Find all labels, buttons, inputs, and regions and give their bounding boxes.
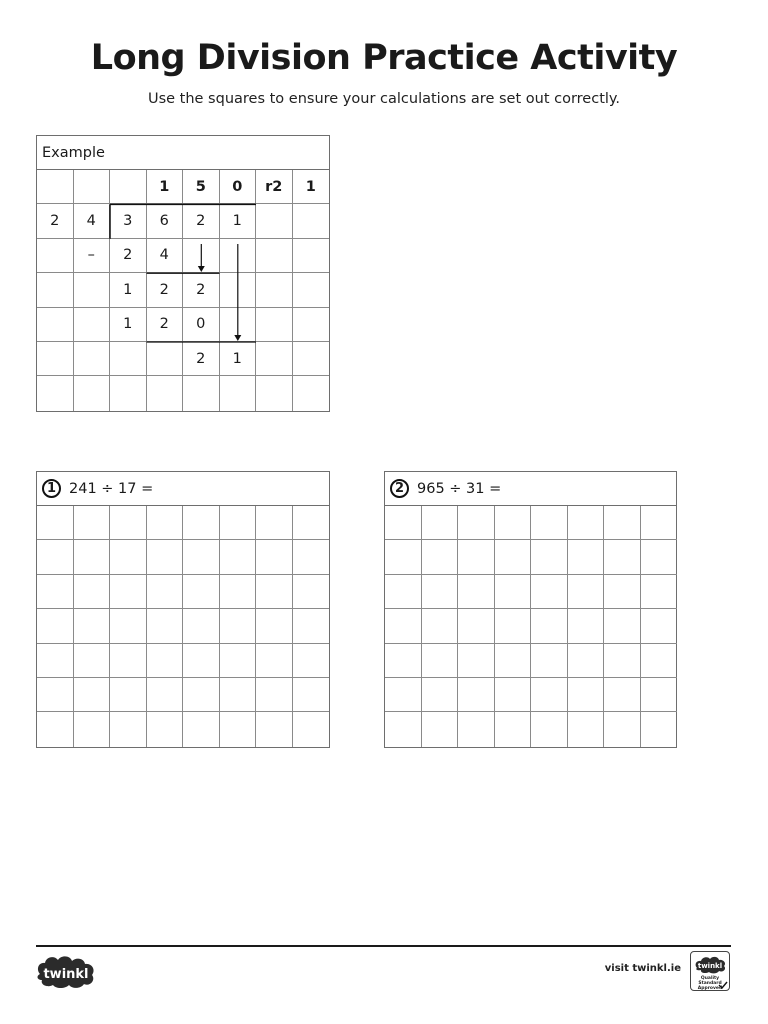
- answer-cell[interactable]: [183, 609, 220, 643]
- answer-cell[interactable]: [495, 712, 532, 746]
- answer-cell[interactable]: [422, 609, 459, 643]
- example-cell: 0: [220, 170, 257, 204]
- answer-cell[interactable]: [183, 678, 220, 712]
- answer-cell[interactable]: [385, 506, 422, 540]
- answer-cell[interactable]: [531, 506, 568, 540]
- answer-cell[interactable]: [293, 506, 330, 540]
- example-label: Example: [42, 144, 105, 161]
- answer-cell[interactable]: [422, 506, 459, 540]
- answer-cell[interactable]: [422, 712, 459, 746]
- answer-cell[interactable]: [74, 540, 111, 574]
- answer-cell[interactable]: [147, 506, 184, 540]
- example-grid: [36, 135, 330, 412]
- answer-cell[interactable]: [531, 678, 568, 712]
- answer-cell[interactable]: [74, 678, 111, 712]
- visit-link[interactable]: visit twinkl.ie: [604, 963, 681, 974]
- example-cell: 1: [220, 342, 257, 376]
- answer-cell[interactable]: [568, 609, 605, 643]
- answer-cell[interactable]: [147, 575, 184, 609]
- badge-cloud-icon: [691, 954, 729, 976]
- answer-cell[interactable]: [147, 609, 184, 643]
- problem-number-badge: 1: [42, 479, 61, 498]
- answer-cell[interactable]: [183, 506, 220, 540]
- example-cell: –: [74, 239, 111, 273]
- answer-cell[interactable]: [568, 506, 605, 540]
- answer-cell[interactable]: [110, 540, 147, 574]
- answer-cell[interactable]: [37, 609, 74, 643]
- answer-cell[interactable]: [385, 644, 422, 678]
- answer-cell[interactable]: [604, 506, 641, 540]
- answer-cell[interactable]: [256, 712, 293, 746]
- problem-2-grid: [384, 471, 677, 748]
- answer-cell[interactable]: [74, 506, 111, 540]
- answer-cell[interactable]: [641, 540, 678, 574]
- problem-2-header: [385, 472, 676, 506]
- answer-cell[interactable]: [147, 678, 184, 712]
- answer-cell[interactable]: [74, 609, 111, 643]
- answer-cell[interactable]: [495, 678, 532, 712]
- answer-cell[interactable]: [531, 712, 568, 746]
- answer-cell[interactable]: [495, 540, 532, 574]
- answer-cell[interactable]: [641, 575, 678, 609]
- answer-cell[interactable]: [604, 712, 641, 746]
- answer-cell[interactable]: [293, 540, 330, 574]
- answer-cell[interactable]: [183, 575, 220, 609]
- problem-2-expression: 965 ÷ 31 =: [417, 480, 502, 497]
- answer-cell[interactable]: [110, 712, 147, 746]
- problem-1-expression: 241 ÷ 17 =: [69, 480, 154, 497]
- answer-cell[interactable]: [604, 609, 641, 643]
- quality-standard-badge: [690, 951, 730, 991]
- answer-cell[interactable]: [422, 540, 459, 574]
- example-cell: 6: [147, 204, 184, 238]
- answer-cell[interactable]: [495, 644, 532, 678]
- answer-cell[interactable]: [568, 575, 605, 609]
- answer-cell[interactable]: [458, 506, 495, 540]
- example-cell: 2: [183, 273, 220, 307]
- answer-cell[interactable]: [604, 644, 641, 678]
- answer-cell[interactable]: [37, 644, 74, 678]
- answer-cell[interactable]: [422, 678, 459, 712]
- answer-cell[interactable]: [220, 644, 257, 678]
- answer-cell[interactable]: [110, 575, 147, 609]
- answer-cell[interactable]: [385, 712, 422, 746]
- example-cell: 2: [147, 308, 184, 342]
- answer-cell[interactable]: [110, 678, 147, 712]
- answer-cell[interactable]: [74, 644, 111, 678]
- answer-cell[interactable]: [293, 575, 330, 609]
- answer-cell[interactable]: [220, 540, 257, 574]
- example-cell: 2: [37, 204, 74, 238]
- example-cell: 1: [220, 204, 257, 238]
- answer-cell[interactable]: [568, 678, 605, 712]
- answer-cell[interactable]: [458, 609, 495, 643]
- answer-cell[interactable]: [604, 575, 641, 609]
- answer-cell[interactable]: [256, 540, 293, 574]
- problem-1-grid: [36, 471, 330, 748]
- answer-cell[interactable]: [183, 644, 220, 678]
- answer-cell[interactable]: [531, 644, 568, 678]
- page-title: Long Division Practice Activity: [90, 38, 678, 78]
- answer-cell[interactable]: [37, 506, 74, 540]
- answer-cell[interactable]: [385, 540, 422, 574]
- answer-cell[interactable]: [220, 609, 257, 643]
- example-cell: 2: [110, 239, 147, 273]
- answer-cell[interactable]: [256, 506, 293, 540]
- answer-cell[interactable]: [422, 644, 459, 678]
- bring-down-arrow-2: [234, 244, 241, 341]
- answer-cell[interactable]: [568, 644, 605, 678]
- twinkl-logo: [34, 952, 98, 992]
- answer-cell[interactable]: [641, 678, 678, 712]
- answer-cell[interactable]: [293, 644, 330, 678]
- example-cell: 2: [147, 273, 184, 307]
- answer-cell[interactable]: [74, 712, 111, 746]
- answer-cell[interactable]: [531, 575, 568, 609]
- example-cell: 4: [74, 204, 111, 238]
- problem-number-badge: 2: [390, 479, 409, 498]
- answer-cell[interactable]: [183, 540, 220, 574]
- example-cell: r2: [256, 170, 293, 204]
- answer-cell[interactable]: [220, 712, 257, 746]
- answer-cell[interactable]: [422, 575, 459, 609]
- answer-cell[interactable]: [37, 678, 74, 712]
- example-cell: 0: [183, 308, 220, 342]
- answer-cell[interactable]: [458, 712, 495, 746]
- example-cell: 1: [110, 308, 147, 342]
- example-cell: 2: [183, 342, 220, 376]
- answer-cell[interactable]: [110, 644, 147, 678]
- answer-cell[interactable]: [293, 609, 330, 643]
- example-cell: 4: [147, 239, 184, 273]
- example-working-lines: [37, 170, 329, 411]
- page-subtitle: Use the squares to ensure your calculations are set out correctly.: [147, 91, 621, 107]
- answer-cell[interactable]: [604, 540, 641, 574]
- answer-cell[interactable]: [458, 644, 495, 678]
- answer-cell[interactable]: [147, 644, 184, 678]
- example-cell: 2: [183, 204, 220, 238]
- answer-cell[interactable]: [183, 712, 220, 746]
- answer-cell[interactable]: [220, 506, 257, 540]
- answer-cell[interactable]: [641, 609, 678, 643]
- answer-cell[interactable]: [293, 678, 330, 712]
- answer-cell[interactable]: [641, 644, 678, 678]
- answer-cell[interactable]: [256, 644, 293, 678]
- answer-cell[interactable]: [495, 609, 532, 643]
- answer-cell[interactable]: [385, 575, 422, 609]
- answer-cell[interactable]: [385, 678, 422, 712]
- footer-divider: [36, 945, 731, 947]
- answer-cell[interactable]: [458, 540, 495, 574]
- answer-cell[interactable]: [293, 712, 330, 746]
- answer-cell[interactable]: [256, 678, 293, 712]
- answer-cell[interactable]: [37, 575, 74, 609]
- twinkl-logo-text: twinkl: [43, 967, 89, 982]
- badge-check-icon: [718, 981, 728, 989]
- bring-down-arrow-1: [198, 244, 205, 272]
- answer-cell[interactable]: [531, 540, 568, 574]
- example-header: [37, 136, 329, 170]
- answer-cell[interactable]: [220, 678, 257, 712]
- answer-cell[interactable]: [458, 575, 495, 609]
- answer-cell[interactable]: [74, 575, 111, 609]
- answer-cell[interactable]: [37, 712, 74, 746]
- answer-cell[interactable]: [458, 678, 495, 712]
- problem-1-header: [37, 472, 329, 506]
- badge-text: Quality Standard Approved: [697, 976, 723, 991]
- example-cell: 3: [110, 204, 147, 238]
- badge-brand-text: twinkl: [697, 962, 723, 970]
- answer-cell[interactable]: [110, 506, 147, 540]
- answer-cell[interactable]: [385, 609, 422, 643]
- example-cell: 1: [293, 170, 330, 204]
- example-cell: 1: [147, 170, 184, 204]
- answer-cell[interactable]: [110, 609, 147, 643]
- answer-cell[interactable]: [495, 506, 532, 540]
- answer-cell[interactable]: [641, 712, 678, 746]
- answer-cell[interactable]: [641, 506, 678, 540]
- example-cell: 1: [110, 273, 147, 307]
- answer-cell[interactable]: [531, 609, 568, 643]
- example-cell: 5: [183, 170, 220, 204]
- answer-cell[interactable]: [256, 609, 293, 643]
- answer-cell[interactable]: [604, 678, 641, 712]
- answer-cell[interactable]: [220, 575, 257, 609]
- answer-cell[interactable]: [256, 575, 293, 609]
- answer-cell[interactable]: [37, 540, 74, 574]
- answer-cell[interactable]: [495, 575, 532, 609]
- answer-cell[interactable]: [147, 712, 184, 746]
- answer-cell[interactable]: [147, 540, 184, 574]
- answer-cell[interactable]: [568, 540, 605, 574]
- answer-cell[interactable]: [568, 712, 605, 746]
